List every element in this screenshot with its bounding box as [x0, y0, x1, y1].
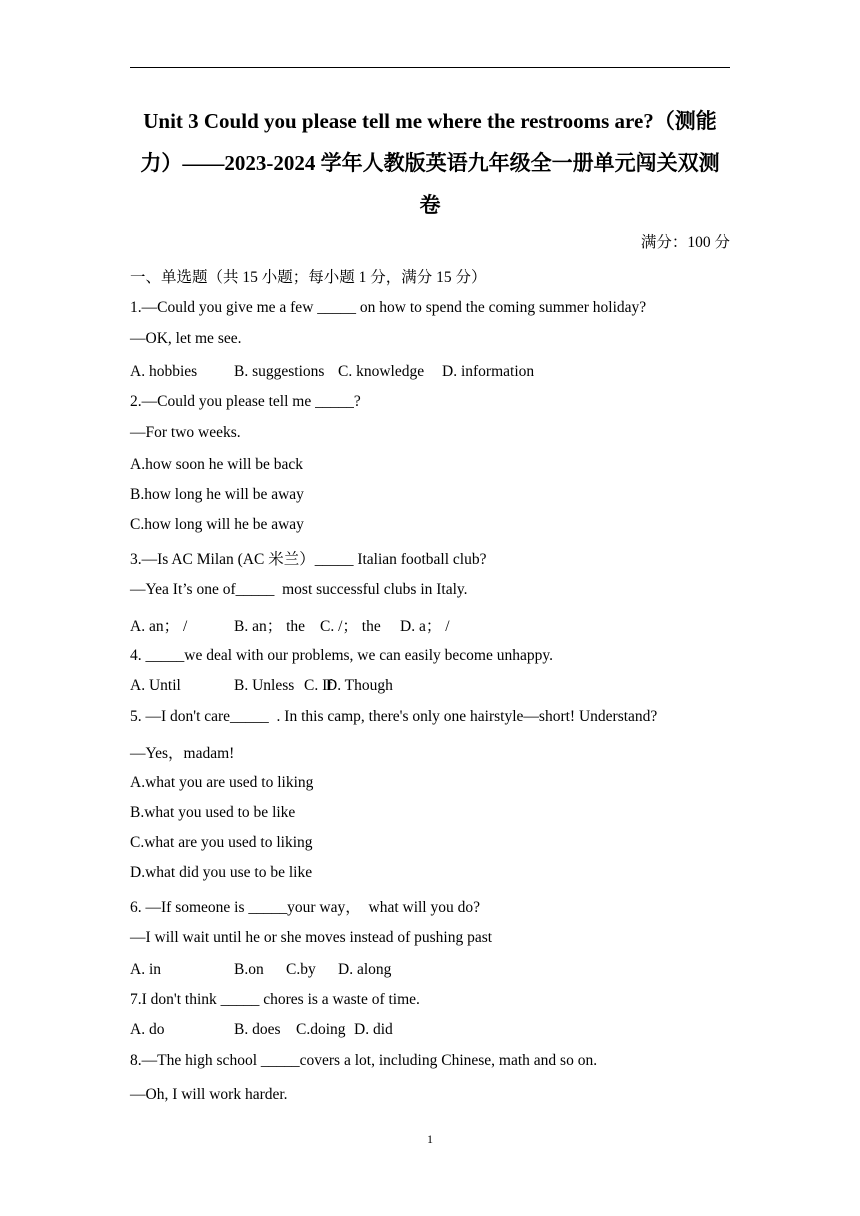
question-3-reply: —Yea It’s one of_____ most successful clubs in Italy.: [130, 581, 468, 598]
section-heading: 一、单选题（共 15 小题；每小题 1 分，满分 15 分）: [130, 269, 487, 286]
question-2-reply: —For two weeks.: [130, 424, 241, 441]
question-6-stem: 6. —If someone is _____your way， what will you do?: [130, 899, 480, 916]
question-5-option-c: C.what are you used to liking: [130, 834, 313, 851]
option-a: A. Until: [130, 677, 181, 694]
option-c: C. knowledge: [338, 363, 425, 380]
option-d: D. a； /: [400, 618, 450, 635]
option-b: B. Unless: [234, 677, 295, 694]
header-rule: [130, 67, 730, 68]
question-1-stem: 1.—Could you give me a few _____ on how to spend the coming summer holiday?: [130, 299, 647, 316]
question-3-options: [130, 614, 450, 636]
option-d: D. Though: [326, 677, 393, 694]
question-3-stem: 3.—Is AC Milan (AC 米兰）_____ Italian football club?: [130, 551, 487, 568]
title-line-3: 卷: [419, 193, 441, 217]
option-b: B. suggestions: [234, 363, 325, 380]
option-a: A. in: [130, 961, 161, 978]
option-c: C. If: [304, 677, 333, 694]
option-b: B. an； the: [234, 618, 306, 635]
question-1-options: [130, 363, 534, 381]
question-2-option-c: C.how long will he be away: [130, 516, 304, 533]
question-5-option-a: A.what you are used to liking: [130, 774, 314, 791]
option-d: D. information: [442, 363, 535, 380]
question-5-stem: 5. —I don't care_____ . In this camp, there's only one hairstyle—short! Understand?: [130, 708, 658, 725]
question-6-reply: —I will wait until he or she moves instead of pushing past: [130, 929, 493, 946]
option-a: A. an； /: [130, 618, 188, 635]
page-title: [130, 100, 730, 226]
question-2-option-b: B.how long he will be away: [130, 486, 304, 503]
question-4-options: [130, 677, 393, 695]
option-c: C.by: [286, 961, 316, 978]
question-7-options: [130, 1021, 393, 1039]
question-8-reply: —Oh, I will work harder.: [130, 1086, 288, 1103]
title-line-2: 力）——2023-2024 学年人教版英语九年级全一册单元闯关双测: [140, 151, 720, 175]
option-a: A. hobbies: [130, 363, 198, 380]
question-4-stem: 4. _____we deal with our problems, we can easily become unhappy.: [130, 647, 553, 664]
question-2-stem: 2.—Could you please tell me _____?: [130, 393, 361, 410]
option-d: D. did: [354, 1021, 393, 1038]
option-c: C.doing: [296, 1021, 346, 1038]
option-c: C. /； the: [320, 618, 381, 635]
question-5-reply: —Yes，madam!: [130, 745, 235, 762]
option-a: A. do: [130, 1021, 165, 1038]
question-2-option-a: A.how soon he will be back: [130, 456, 304, 473]
full-score: 满分：100 分: [640, 234, 730, 251]
question-5-option-d: D.what did you use to be like: [130, 864, 313, 881]
option-d: D. along: [338, 961, 392, 978]
page-number: 1: [427, 1132, 433, 1146]
question-6-options: [130, 961, 391, 979]
question-7-stem: 7.I don't think _____ chores is a waste of time.: [130, 991, 420, 1008]
option-b: B. does: [234, 1021, 281, 1038]
option-b: B.on: [234, 961, 264, 978]
title-line-1: Unit 3 Could you please tell me where the restrooms are?（测能: [143, 109, 717, 133]
question-8-stem: 8.—The high school _____covers a lot, including Chinese, math and so on.: [130, 1052, 598, 1069]
question-1-reply: —OK, let me see.: [130, 330, 242, 347]
question-5-option-b: B.what you used to be like: [130, 804, 296, 821]
